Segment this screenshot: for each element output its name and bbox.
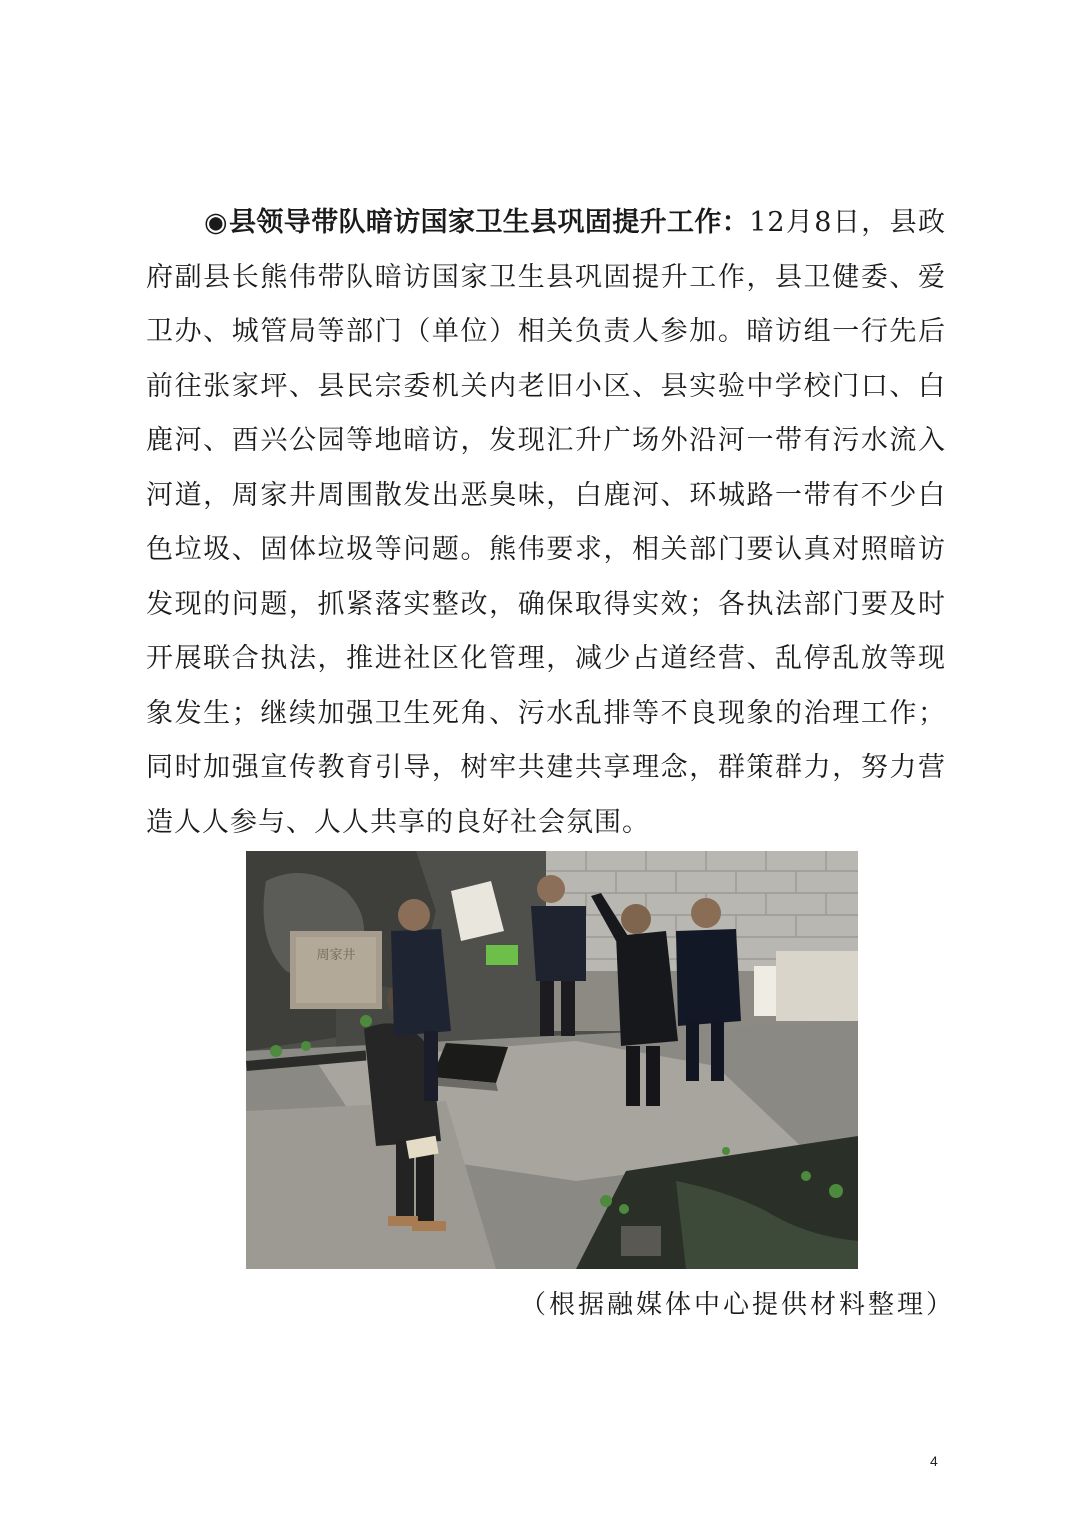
- photo-caption: （根据融媒体中心提供材料整理）: [520, 1290, 956, 1320]
- article-headline: 县领导带队暗访国家卫生县巩固提升工作：: [228, 207, 750, 238]
- bullet-icon: ◉: [204, 207, 229, 238]
- article-body: 12月8日，县政府副县长熊伟带队暗访国家卫生县巩固提升工作，县卫健委、爱卫办、城管局等部门（单位）相关负责人参加。暗访组一行先后前往张家坪、县民宗委机关内老旧小区、县实验中学校门口、白鹿河、酉兴公园等地暗访，发现汇升广场外沿河一带有污水流入河道，周家井周围散发出恶臭味，白鹿河、环城路一带有不少白色垃圾、固体垃圾等问题。熊伟要求，相关部门要认真对照暗访发现的问题，抓紧落实整改，确保取得实效；各执法部门要及时开展联合执法，推进社区化管理，减少占道经营、乱停乱放等现象发生；继续加强卫生死角、污水乱排等不良现象的治理工作；同时加强宣传教育引导，树牢共建共享理念，群策群力，努力营造人人参与、人人共享的良好社会氛围。: [146, 207, 947, 838]
- news-article: [146, 196, 946, 850]
- article-paragraph: [146, 196, 946, 850]
- page-number: 4: [930, 1453, 938, 1469]
- stone-tablet-text: 周家井: [316, 948, 356, 963]
- inspection-photo: [246, 851, 858, 1269]
